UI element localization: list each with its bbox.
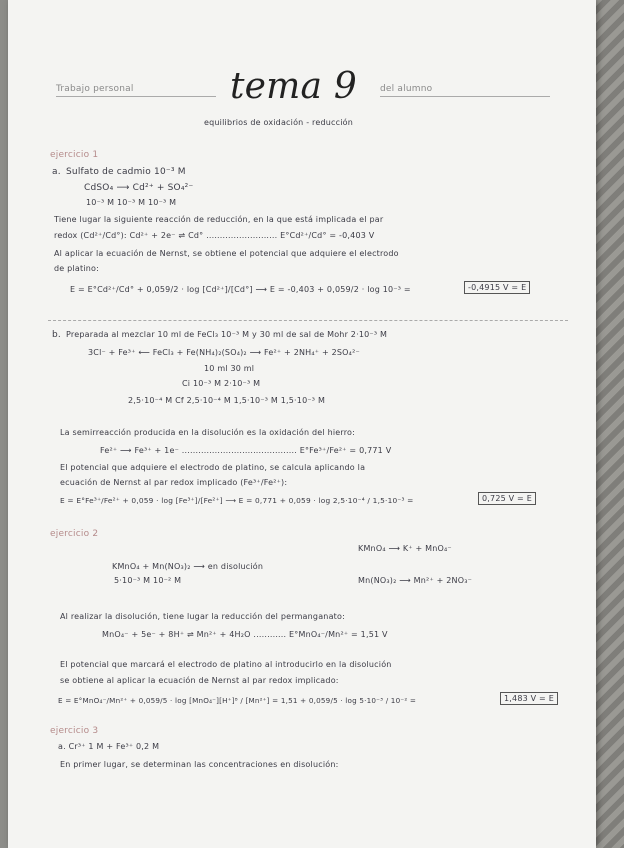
- ej1-result-a: -0,4915 V = E: [464, 281, 530, 294]
- ej2-p3: El potencial que marcará el electrodo de platino al introducirlo en la disolución: [60, 660, 392, 669]
- ej1-result-b: 0,725 V = E: [478, 492, 536, 505]
- ej2-branch2: Mn(NO₃)₂ ⟶ Mn²⁺ + 2NO₃⁻: [358, 576, 473, 585]
- ej1-line1: Tiene lugar la siguiente reacción de reducción, en la que está implicada el par: [54, 215, 384, 224]
- ej1-b-reaction: 3Cl⁻ + Fe³⁺ ⟵ FeCl₃ + Fe(NH₄)₂(SO₄)₂ ⟶ Fe²⁺ + 2NH₄⁺ + 2SO₄²⁻: [88, 348, 360, 357]
- ej1-line2: redox (Cd²⁺/Cd°): Cd²⁺ + 2e⁻ ⇌ Cd° .......................... E°Cd²⁺/Cd° = -0,403 V: [54, 231, 375, 240]
- ej1-line3: Al aplicar la ecuación de Nernst, se obtiene el potencial que adquiere el electrodo: [54, 249, 399, 258]
- ej1-s4: ecuación de Nernst al par redox implicado (Fe³⁺/Fe²⁺):: [60, 478, 288, 487]
- page-title: tema 9: [230, 66, 357, 107]
- ej2-p5: E = E°MnO₄⁻/Mn²⁺ + 0,059/5 · log [MnO₄⁻][H⁺]⁸ / [Mn²⁺] = 1,51 + 0,059/5 · log 5·10⁻³ / 10⁻² =: [58, 696, 417, 705]
- ej1-s2: Fe²⁺ ⟶ Fe³⁺ + 1e⁻ .......................................... E°Fe³⁺/Fe²⁺ = 0,771 V: [100, 446, 392, 455]
- ej1-b-final: 2,5·10⁻⁴ M Cf 2,5·10⁻⁴ M 1,5·10⁻³ M 1,5·10⁻³ M: [128, 396, 326, 405]
- header-right-rule: [380, 96, 550, 97]
- ej2-p4: se obtiene al aplicar la ecuación de Nernst al par redox implicado:: [60, 676, 339, 685]
- page-subtitle: equilibrios de oxidación - reducción: [204, 118, 353, 127]
- ej1-b-text: Preparada al mezclar 10 ml de FeCl₃ 10⁻³ M y 30 ml de sal de Mohr 2·10⁻³ M: [66, 330, 388, 339]
- divider: [48, 320, 568, 321]
- ej2-result: 1,483 V = E: [500, 692, 558, 705]
- ej1-b-initial: Ci 10⁻³ M 2·10⁻³ M: [182, 379, 261, 388]
- header-left-rule: [56, 96, 216, 97]
- ej2-heading: ejercicio 2: [50, 529, 99, 539]
- ej1-equation: E = E°Cd²⁺/Cd° + 0,059/2 · log [Cd²⁺]/[Cd°] ⟶ E = -0,403 + 0,059/2 · log 10⁻³ =: [70, 285, 411, 294]
- ej2-p2: MnO₄⁻ + 5e⁻ + 8H⁺ ⇌ Mn²⁺ + 4H₂O ............ E°MnO₄⁻/Mn²⁺ = 1,51 V: [102, 630, 388, 639]
- ej1-s1: La semirreacción producida en la disolución es la oxidación del hierro:: [60, 428, 356, 437]
- ej1-b-volumes: 10 ml 30 ml: [204, 364, 255, 373]
- ej1-b-label: b.: [52, 330, 61, 340]
- header-left-label: Trabajo personal: [56, 84, 134, 94]
- ej3-heading: ejercicio 3: [50, 726, 99, 736]
- ej2-p1: Al realizar la disolución, tiene lugar la reducción del permanganato:: [60, 612, 346, 621]
- ej3-a: a. Cr³⁺ 1 M + Fe³⁺ 0,2 M: [58, 742, 160, 751]
- ej2-reaction: KMnO₄ + Mn(NO₃)₂ ⟶ en disolución: [112, 562, 264, 571]
- ej1-a-text: Sulfato de cadmio 10⁻³ M: [66, 167, 186, 177]
- ej1-a-label: a.: [52, 167, 61, 177]
- ej2-branch1: KMnO₄ ⟶ K⁺ + MnO₄⁻: [358, 544, 452, 553]
- ej1-heading: ejercicio 1: [50, 150, 99, 160]
- ej1-reaction: CdSO₄ ⟶ Cd²⁺ + SO₄²⁻: [84, 183, 194, 193]
- notebook-page: [8, 0, 596, 848]
- ej2-conc: 5·10⁻³ M 10⁻² M: [114, 576, 182, 585]
- ej1-line4: de platino:: [54, 264, 99, 273]
- ej3-t1: En primer lugar, se determinan las concentraciones en disolución:: [60, 760, 339, 769]
- ej1-s5: E = E°Fe³⁺/Fe²⁺ + 0,059 · log [Fe³⁺]/[Fe²⁺] ⟶ E = 0,771 + 0,059 · log 2,5·10⁻⁴ / 1,5·10⁻³ =: [60, 496, 414, 505]
- ej1-s3: El potencial que adquiere el electrodo de platino, se calcula aplicando la: [60, 463, 366, 472]
- ej1-conc: 10⁻³ M 10⁻³ M 10⁻³ M: [86, 198, 177, 207]
- header-right-label: del alumno: [380, 84, 433, 94]
